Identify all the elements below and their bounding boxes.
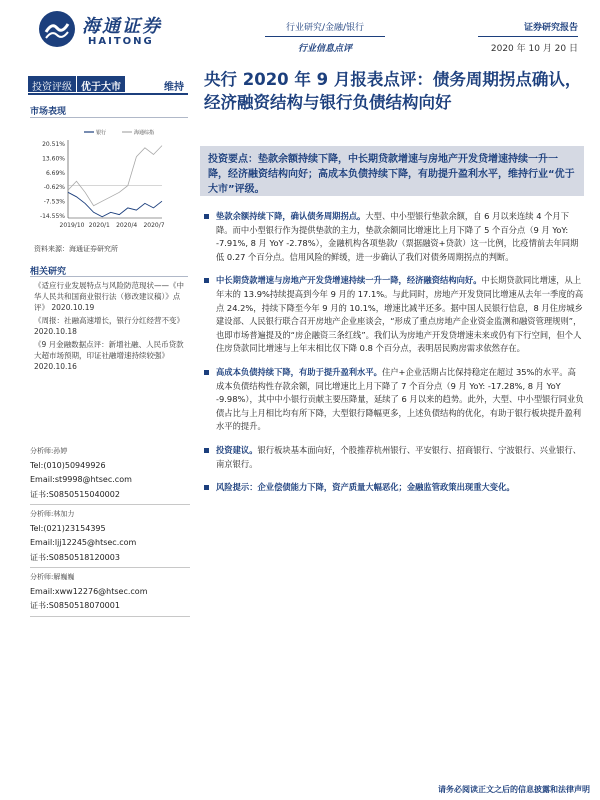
bullet-text: 中长期贷款同比增速，从上年末的 13.9%持续提高到今年 9 月的 17.1%。与此同时，房地产开发贷同比增速从去年一季度的高点 24.2%，持续下降至今年 9 月的 10.1%，增速比减半还多。据中国人民银行信息，8 月住房城乡建设部、人民银行联合召开房地产企业座谈会，“形成了重点房地产企业资金监测和融资管理规则”，也即市场普遍提及的“房企融资三条红线”。我们认为房地产开发贷增速未来或仍有下行空间，但个人住房贷款同比增速与上年末相比仅下降 0.8 个百分点，表明居民购房需求依然存在。 [216,275,584,354]
bullet-marker-icon [204,370,209,375]
chart-x-tick-label: 2020/7 [143,222,165,229]
bullet-lead: 高成本负债持续下降，有助于提升盈利水平。 [216,366,382,377]
analyst-list [30,444,190,619]
related-title: 相关研究 [30,267,67,277]
chart-source: 资料来源：海通证券研究所 [34,245,118,253]
report-date: 2020 年 10 月 20 日 [490,44,578,54]
haitong-logo-icon [38,10,76,48]
header-meta [478,20,578,54]
category-label: 行业研究/金融/银行 [265,20,385,37]
bullet-marker-icon [204,448,209,453]
rating-value: 优于大市 [76,76,125,92]
bullet-marker-icon [204,214,209,219]
bullet-item [204,444,584,471]
chart-y-tick-label: -14.55% [39,213,65,220]
bullet-lead: 投资建议。 [216,444,258,455]
bullet-lead: 风险提示：企业偿债能力下降，资产质量大幅恶化；金融监管政策出现重大变化。 [216,482,515,493]
bullet-lead: 中长期贷款增速与房地产开发贷增速持续一升一降，经济融资结构向好。 [216,275,482,286]
subcategory-label: 行业信息点评 [297,44,352,54]
analyst-name: 分析师:解巍巍 [30,573,75,581]
chart-y-tick-label: -7.53% [43,198,65,206]
analyst-email[interactable]: Email:ljj12245@htsec.com [30,538,137,547]
analyst-card [30,444,190,505]
bullet-item [204,481,584,495]
bullet-marker-icon [204,278,209,283]
chart-series-line [68,192,162,217]
analyst-name: 分析师:林加力 [30,510,75,518]
related-item[interactable]: 《9 月金融数据点评：新增社融、人民币贷款大超市场预期，印证社融增速持续较强》2020.10.16 [34,340,184,371]
summary-box: 投资要点：垫款余额持续下降，中长期贷款增速与房地产开发贷增速持续一升一降，经济融资结构向好；高成本负债持续下降，有助提升盈利水平，维持行业“优于大市”评级。 [200,146,584,196]
bullet-text: 银行板块基本面向好，个股推荐杭州银行、平安银行、招商银行、宁波银行、兴业银行、南京银行。 [216,444,582,469]
related-list [34,280,184,374]
divider [30,276,188,277]
analyst-card [30,570,190,617]
chart-y-tick-label: -0.62% [43,184,65,192]
analyst-cert: 证书:S0850515040002 [30,489,120,499]
analyst-tel: Tel:(021)23154395 [30,523,106,533]
report-type: 证券研究报告 [478,20,578,37]
header-category [265,20,385,54]
analyst-cert: 证书:S0850518120003 [30,552,120,562]
chart-x-tick-label: 2019/10 [59,222,85,229]
market-chart [28,126,190,238]
related-item[interactable]: 《适应行业发展特点与风险防范现状——《中华人民共和国商业银行法（修改建议稿）》点评》 2020.10.19 [34,281,184,312]
market-title: 市场表现 [30,107,67,117]
logo-text-cn: 海通证券 [82,16,162,37]
chart-y-tick-label: 6.69% [45,169,65,177]
divider [30,117,188,118]
bullet-lead: 垫款余额持续下降，确认债务周期拐点。 [216,211,366,221]
chart-x-tick-label: 2020/1 [88,222,110,229]
chart-x-tick-label: 2020/4 [116,222,138,229]
rating-label: 投资评级 [28,76,76,92]
logo-text-en: HAITONG [88,36,154,47]
bullet-item [204,210,584,264]
analyst-card [30,507,190,568]
rating-bar [28,76,188,92]
chart-y-tick-label: 20.51% [42,141,65,148]
analyst-tel: Tel:(010)50949926 [30,460,106,470]
bullet-marker-icon [204,485,209,490]
disclaimer-footer: 请务必阅读正文之后的信息披露和法律声明 [438,785,590,794]
analyst-email[interactable]: Email:st9998@htsec.com [30,475,132,484]
bullet-text: 住户+企业活期占比保持稳定在超过 35%的水平。高成本负债结构性存款余额，同比增速比上月下降了 7 个百分点（9 月 YoY: -17.28%, 8 月 YoY -9.98%），其中中小银行贡献主要压降量，延续了 6 月以来的趋势。此外，大型、中小型银行同业负债占比与上月相比均有所下降，大型银行降幅更多，上述负债结构的优化，有助于银行板块提升盈利水平的提升。 [216,366,584,432]
bullet-list [204,210,584,505]
related-item[interactable]: 《周报：社融高速增长，银行分红经营不变》2020.10.18 [34,316,184,336]
bullet-text: 大型、中小型银行垫款余额，自 6 月以来连续 4 个月下降。而中小型银行作为提供垫款的主力，垫款余额同比增速比上月下降了 5 个百分点（9 月 YoY: -7.91%, 8 月 YoY -2.78%），金融机构各项垫款/（票据融资+贷款）这一比例，比疫情前去年同期低 0.27 个百分点。信用风险的鲜缓，进一步确认了我们对债务周期拐点的判断。 [216,211,579,262]
divider [28,93,188,95]
chart-y-tick-label: 13.60% [42,155,65,163]
haitong-logo [38,10,188,50]
analyst-name: 分析师:孙婷 [30,447,68,455]
chart-legend-label: 银行 [96,130,107,136]
analyst-email[interactable]: Email:xww12276@htsec.com [30,586,148,596]
rating-status: 维持 [164,82,184,93]
report-title: 央行 2020 年 9 月报表点评：债务周期拐点确认，经济融资结构与银行负债结构向好 [204,70,582,112]
bullet-item [204,274,584,356]
analyst-cert: 证书:S0850518070001 [30,601,120,610]
chart-legend-label: 海通综指 [134,130,155,136]
chart-series-line [68,146,162,206]
bullet-item [204,366,584,434]
